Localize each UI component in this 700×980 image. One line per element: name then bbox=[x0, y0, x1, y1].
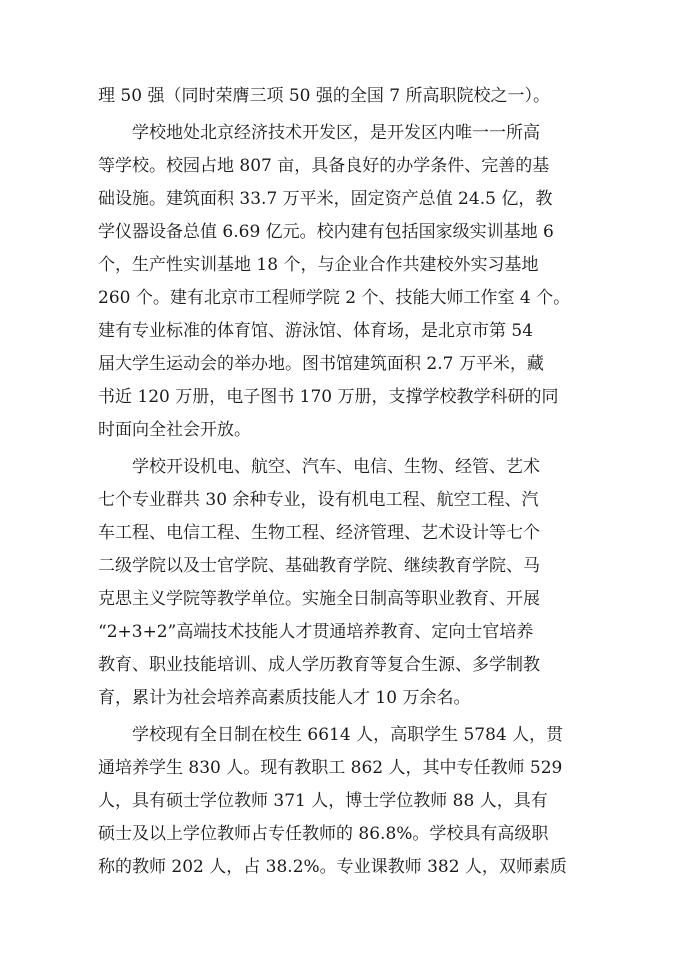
text-line: 车工程、电信工程、生物工程、经济管理、艺术设计等七个 bbox=[98, 523, 540, 543]
text-line: 础设施。建筑面积 33.7 万平米，固定资产总值 24.5 亿，教 bbox=[98, 189, 553, 209]
text-line: 书近 120 万册，电子图书 170 万册，支撑学校教学科研的同 bbox=[98, 387, 559, 407]
text-line: 260 个。建有北京市工程师学院 2 个、技能大师工作室 4 个。 bbox=[98, 288, 571, 308]
text-line: 教育、职业技能培训、成人学历教育等复合生源、多学制教 bbox=[98, 655, 540, 675]
document-body bbox=[98, 80, 610, 888]
text-line: 通培养学生 830 人。现有教职工 862 人，其中专任教师 529 bbox=[98, 758, 563, 778]
text-line: 学校现有全日制在校生 6614 人，高职学生 5784 人，贯 bbox=[132, 725, 564, 745]
text-line: 等学校。校园占地 807 亩，具备良好的办学条件、完善的基 bbox=[98, 156, 550, 176]
text-line: 育，累计为社会培养高素质技能人才 10 万余名。 bbox=[98, 688, 471, 708]
paragraph-3 bbox=[98, 451, 610, 715]
text-line: 理 50 强（同时荣膺三项 50 强的全国 7 所高职院校之一）。 bbox=[98, 86, 551, 106]
text-line: 学校开设机电、航空、汽车、电信、生物、经管、艺术 bbox=[132, 457, 540, 477]
text-line: 二级学院以及士官学院、基础教育学院、继续教育学院、马 bbox=[98, 556, 540, 576]
paragraph-2 bbox=[98, 117, 610, 447]
text-line: 学仪器设备总值 6.69 亿元。校内建有包括国家级实训基地 6 bbox=[98, 222, 554, 242]
text-line: 建有专业标准的体育馆、游泳馆、体育场，是北京市第 54 bbox=[98, 321, 534, 341]
text-line: 克思主义学院等教学单位。实施全日制高等职业教育、开展 bbox=[98, 589, 540, 609]
text-line: 时面向全社会开放。 bbox=[98, 420, 251, 440]
text-line: 学校地处北京经济技术开发区，是开发区内唯一一所高 bbox=[132, 123, 540, 143]
text-line: 称的教师 202 人，占 38.2%。专业课教师 382 人，双师素质 bbox=[98, 857, 567, 877]
text-line: 七个专业群共 30 余种专业，设有机电工程、航空工程、汽 bbox=[98, 490, 539, 510]
text-line: 人，具有硕士学位教师 371 人，博士学位教师 88 人，具有 bbox=[98, 791, 548, 811]
paragraph-1 bbox=[98, 80, 610, 113]
text-line: 届大学生运动会的举办地。图书馆建筑面积 2.7 万平米，藏 bbox=[98, 354, 544, 374]
text-line: “2+3+2”高端技术技能人才贯通培养教育、定向士官培养 bbox=[98, 622, 534, 642]
paragraph-4 bbox=[98, 719, 610, 884]
text-line: 个，生产性实训基地 18 个，与企业合作共建校外实习基地 bbox=[98, 255, 539, 275]
text-line: 硕士及以上学位教师占专任教师的 86.8%。学校具有高级职 bbox=[98, 824, 549, 844]
